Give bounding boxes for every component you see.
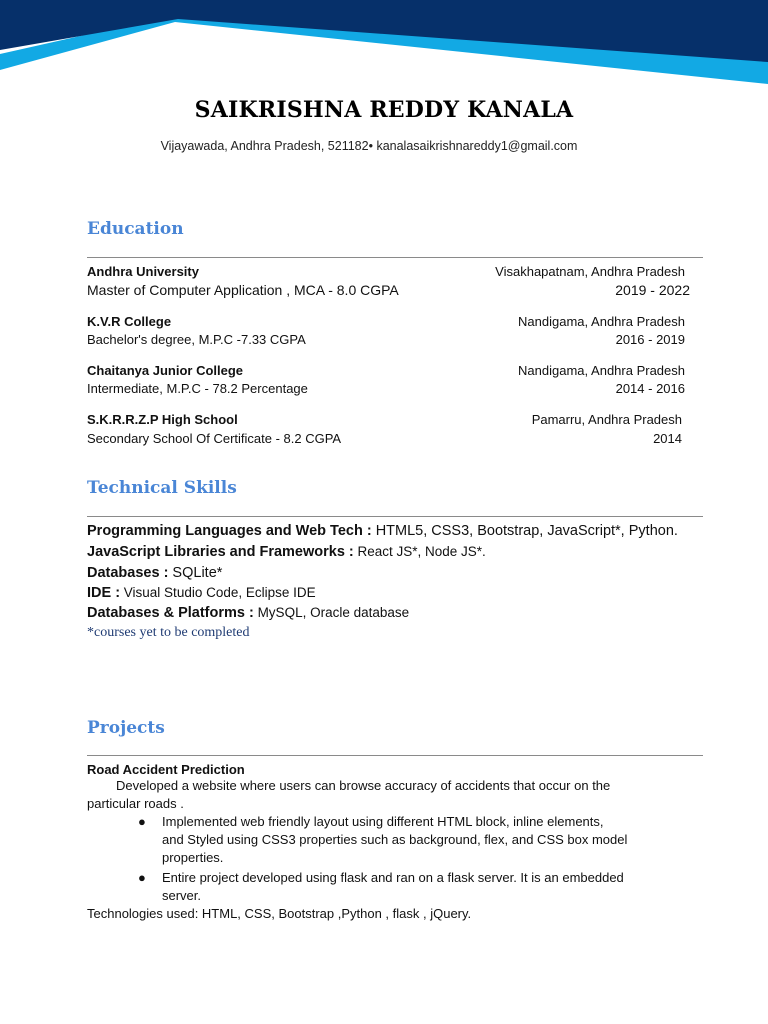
skill-label: IDE : [87,585,121,601]
header-banner [0,0,768,90]
education-divider [87,257,703,258]
project-technologies: Technologies used: HTML, CSS, Bootstrap ,Python , flask , jQuery. [87,906,472,921]
degree-years: 2019 - 2022 [615,282,690,298]
bullet-line: and Styled using CSS3 properties such as background, flex, and CSS box model [162,832,628,847]
projects-heading: Projects [87,718,165,738]
institution-name: K.V.R College [87,314,172,329]
skill-line [87,604,409,622]
skill-value: MySQL, Oracle database [253,605,410,620]
project-description: Developed a website where users can browse accuracy of accidents that occur on the [116,778,611,793]
bullet-line: Entire project developed using flask and ran on a flask server. It is an embedded [162,870,624,885]
institution-location: Visakhapatnam, Andhra Pradesh [495,264,685,279]
projects-divider [87,755,703,756]
skill-value: React JS*, Node JS*. [353,544,486,559]
skill-line [87,564,222,582]
degree-years: 2016 - 2019 [615,332,685,347]
institution-location: Nandigama, Andhra Pradesh [518,363,685,378]
resume-name: SAIKRISHNA REDDY KANALA [194,97,574,123]
skill-value: HTML5, CSS3, Bootstrap, JavaScript*, Python. [371,523,678,539]
project-description-cont: particular roads . [87,796,184,811]
degree-text: Intermediate, M.P.C - 78.2 Percentage [87,381,308,396]
degree-text: Bachelor's degree, M.P.C -7.33 CGPA [87,332,306,347]
skill-label: Databases : [87,565,169,581]
skills-footnote: *courses yet to be completed [87,625,250,640]
skill-label: Programming Languages and Web Tech : [87,523,372,539]
bullet-line: server. [162,888,202,903]
contact-info: Vijayawada, Andhra Pradesh, 521182• kanalasaikrishnareddy1@gmail.com [160,139,578,153]
skill-line [87,584,316,602]
degree-years: 2014 [653,431,682,446]
institution-name: S.K.R.R.Z.P High School [87,412,238,427]
bullet-line: Implemented web friendly layout using different HTML block, inline elements, [162,814,604,829]
bullet-line: properties. [162,850,224,865]
degree-years: 2014 - 2016 [615,381,685,396]
skill-line [87,522,678,540]
education-heading: Education [87,219,184,239]
degree-text: Secondary School Of Certificate - 8.2 CGPA [87,431,342,446]
degree-text: Master of Computer Application , MCA - 8.0 CGPA [87,282,399,298]
bullet-dot: ● [138,814,146,829]
skill-value: Visual Studio Code, Eclipse IDE [120,585,316,600]
skill-label: JavaScript Libraries and Frameworks : [87,544,354,560]
institution-location: Nandigama, Andhra Pradesh [518,314,685,329]
skills-divider [87,516,703,517]
bullet-dot: ● [138,870,146,885]
project-title: Road Accident Prediction [87,762,245,777]
skills-heading: Technical Skills [87,478,237,498]
skill-line [87,543,486,561]
skill-value: SQLite* [168,565,223,581]
skill-label: Databases & Platforms : [87,605,254,621]
institution-name: Chaitanya Junior College [87,363,244,378]
institution-name: Andhra University [87,264,199,279]
institution-location: Pamarru, Andhra Pradesh [531,412,682,427]
